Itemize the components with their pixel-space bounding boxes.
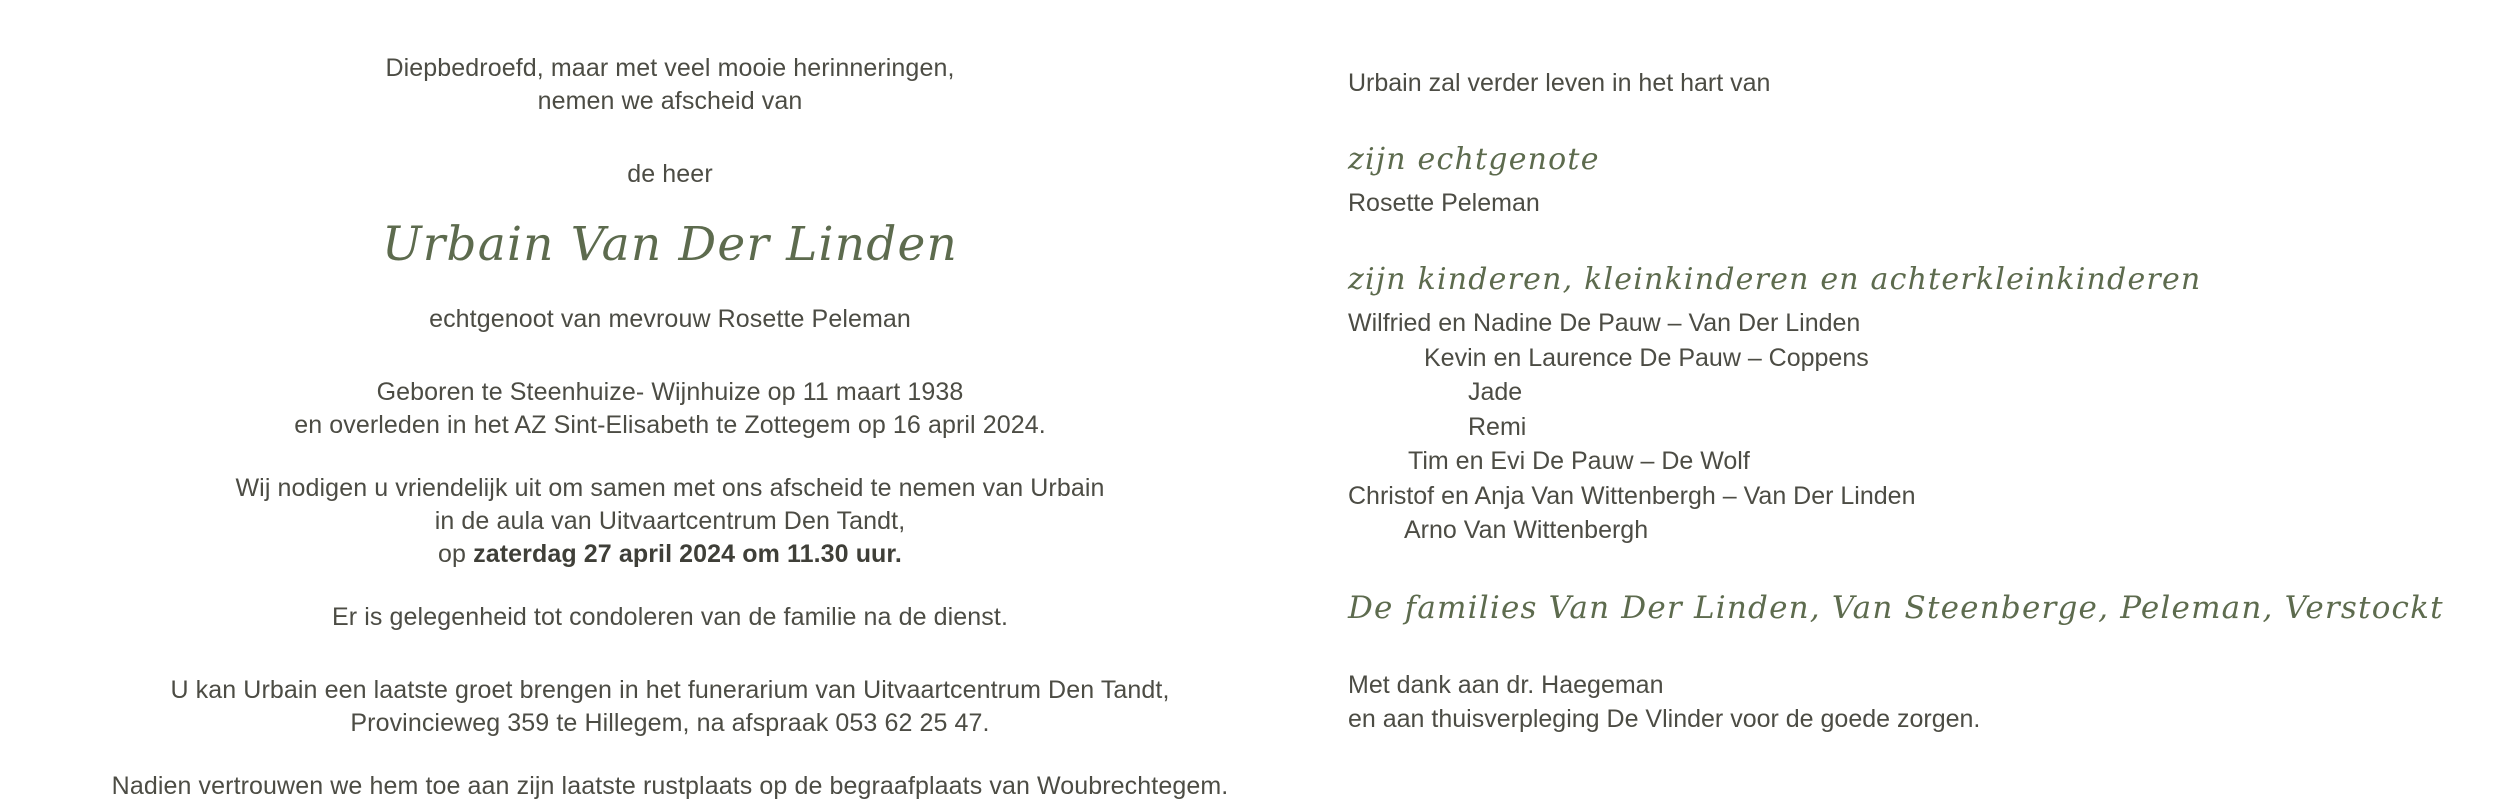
invitation-block (0, 472, 1340, 571)
birth-line: Geboren te Steenhuize- Wijnhuize op 11 maart 1938 (376, 378, 964, 407)
spouse-heading: zijn echtgenote (1348, 141, 1600, 177)
list-item: Arno Van Wittenbergh (1404, 516, 1649, 544)
list-item: Christof en Anja Van Wittenbergh – Van Der Linden (1348, 481, 1916, 510)
intro-block (0, 52, 1340, 118)
spouse-line: echtgenoot van mevrouw Rosette Peleman (429, 305, 911, 334)
ceremony-datetime: zaterdag 27 april 2024 om 11.30 uur. (473, 540, 902, 569)
intro-line-1: Diepbedroefd, maar met veel mooie herinneringen, (385, 54, 955, 82)
family-list (1348, 306, 2493, 548)
right-intro: Urbain zal verder leven in het hart van (1348, 69, 1771, 97)
list-item: Wilfried en Nadine De Pauw – Van Der Linden (1348, 309, 1861, 337)
right-column (1340, 0, 2493, 754)
burial-line: Nadien vertrouwen we hem toe aan zijn laatste rustplaats op de begraafplaats van Woubrechtegem. (111, 772, 1229, 801)
death-line: en overleden in het AZ Sint-Elisabeth te Zottegem op 16 april 2024. (294, 411, 1046, 440)
invite-line-1: Wij nodigen u vriendelijk uit om samen met ons afscheid te nemen van Urbain (235, 474, 1105, 503)
family-heading: zijn kinderen, kleinkinderen en achterkleinkinderen (1348, 261, 2202, 297)
farewell-block (0, 674, 1340, 740)
thanks-line-1: Met dank aan dr. Haegeman (1348, 670, 1664, 699)
invite-prefix: op (438, 540, 474, 569)
intro-line-2: nemen we afscheid van (537, 87, 803, 115)
list-item: Kevin en Laurence De Pauw – Coppens (1424, 343, 1869, 372)
list-item: Remi (1468, 412, 1527, 441)
list-item: Jade (1468, 378, 1523, 406)
list-item: Tim en Evi De Pauw – De Wolf (1408, 447, 1750, 475)
deceased-name: Urbain Van Der Linden (381, 217, 959, 272)
birth-death-block (0, 376, 1340, 442)
farewell-line-1: U kan Urbain een laatste groet brengen in het funerarium van Uitvaartcentrum Den Tandt, (170, 676, 1170, 705)
families-line: De families Van Der Linden, Van Steenberge, Peleman, Verstockt (1348, 589, 2444, 626)
condolence-line: Er is gelegenheid tot condoleren van de familie na de dienst. (332, 603, 1008, 632)
invite-line-2: in de aula van Uitvaartcentrum Den Tandt, (434, 507, 906, 536)
honorific: de heer (627, 160, 713, 188)
thanks-line-2: en aan thuisverpleging De Vlinder voor de goede zorgen. (1348, 705, 1981, 734)
thanks-block (1348, 668, 2493, 737)
farewell-line-2: Provincieweg 359 te Hillegem, na afspraak 053 62 25 47. (350, 709, 990, 738)
spouse-name: Rosette Peleman (1348, 189, 1540, 217)
invite-line-3 (0, 538, 1340, 571)
